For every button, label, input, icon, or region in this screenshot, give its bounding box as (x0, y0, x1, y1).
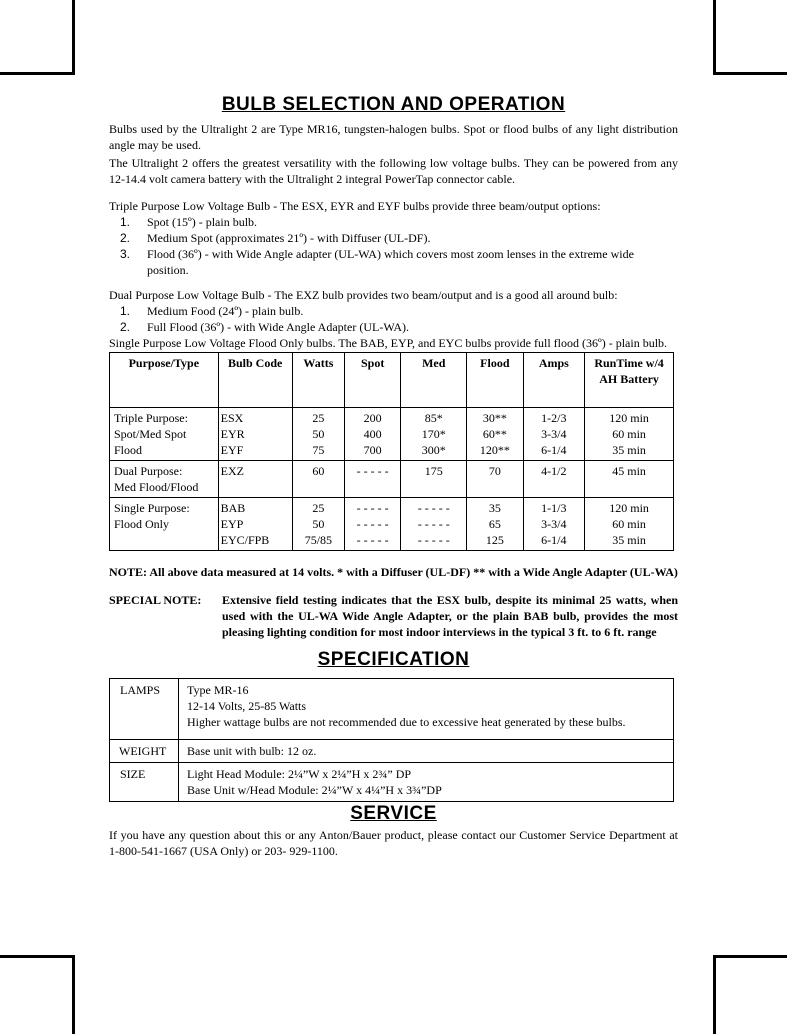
watts-cell: 60 (292, 461, 344, 498)
purpose-cell: Single Purpose: Flood Only (110, 498, 219, 551)
med-cell: - - - - - - - - - - - - - - - (401, 498, 467, 551)
spot-cell: - - - - - - - - - - - - - - - (344, 498, 400, 551)
amps-cell: 1-1/3 3-3/4 6-1/4 (523, 498, 585, 551)
document-page (109, 93, 678, 859)
amps-cell: 4-1/2 (523, 461, 585, 498)
single-purpose-text: Single Purpose Low Voltage Flood Only bulbs. The BAB, EYP, and EYC bulbs provide full flood (36º) - plain bulb. (109, 336, 668, 350)
watts-cell: 25 50 75/85 (292, 498, 344, 551)
column-header: Flood (467, 353, 523, 408)
triple-purpose-options (109, 214, 678, 278)
triple-purpose-heading: Triple Purpose Low Voltage Bulb - The ESX, EYR and EYF bulbs provide three beam/output options: (109, 199, 601, 213)
list-item: 1. Spot (15º) - plain bulb. (120, 215, 258, 229)
spec-label: SIZE (110, 763, 179, 802)
table-row (110, 498, 674, 551)
intro-paragraph-2: The Ultralight 2 offers the greatest versatility with the following low voltage bulbs. They can be powered from any 12-14.4 volt camera battery with the Ultralight 2 integral PowerTap connector cable. (109, 156, 678, 186)
column-header: Spot (344, 353, 400, 408)
list-item: 3. Flood (36º) - with Wide Angle adapter (UL-WA) which covers most zoom lenses in the extreme wide position. (120, 247, 634, 277)
spec-label: LAMPS (110, 679, 179, 740)
crop-mark-top-left (0, 0, 75, 75)
service-title: SERVICE (350, 803, 437, 824)
runtime-cell: 120 min 60 min 35 min (585, 498, 674, 551)
spec-label: WEIGHT (110, 740, 179, 763)
med-cell: 175 (401, 461, 467, 498)
list-item: 2. Medium Spot (approximates 21º) - with Diffuser (UL-DF). (120, 231, 431, 245)
table-header-row (110, 353, 674, 408)
flood-cell: 30** 60** 120** (467, 408, 523, 461)
column-header: RunTime w/4 AH Battery (585, 353, 674, 408)
crop-mark-bottom-right (713, 955, 787, 1034)
spec-value: Type MR-16 12-14 Volts, 25-85 Watts Higher wattage bulbs are not recommended due to excessive heat generated by these bulbs. (179, 679, 674, 740)
column-header: Purpose/Type (110, 353, 219, 408)
amps-cell: 1-2/3 3-3/4 6-1/4 (523, 408, 585, 461)
column-header: Bulb Code (218, 353, 292, 408)
bulb-code-cell: BAB EYP EYC/FPB (218, 498, 292, 551)
bulb-section-title: BULB SELECTION AND OPERATION (221, 94, 566, 115)
spot-cell: - - - - - (344, 461, 400, 498)
specification-table (109, 678, 674, 802)
spec-value: Light Head Module: 2¼”W x 2¼”H x 2¾” DP Base Unit w/Head Module: 2¼”W x 4¼”H x 3¾”DP (179, 763, 674, 802)
table-row (110, 763, 674, 802)
service-text: If you have any question about this or any Anton/Bauer product, please contact our Customer Service Department at 1-800-541-1667 (USA Only) or 203- 929-1100. (109, 828, 678, 858)
bulb-code-cell: EXZ (218, 461, 292, 498)
crop-mark-bottom-left (0, 955, 75, 1034)
column-header: Amps (523, 353, 585, 408)
runtime-cell: 120 min 60 min 35 min (585, 408, 674, 461)
dual-purpose-heading: Dual Purpose Low Voltage Bulb - The EXZ bulb provides two beam/output and is a good all around bulb: (109, 288, 618, 302)
table-row (110, 740, 674, 763)
special-note-text: Extensive field testing indicates that the ESX bulb, despite its minimal 25 watts, when used with the UL-WA Wide Angle Adapter, or the plain BAB bulb, provides the most pleasing lighting condition for most indoor interviews in the typical 3 ft. to 6 ft. range (222, 593, 678, 639)
special-note (109, 592, 678, 640)
crop-mark-top-right (713, 0, 787, 75)
list-item: 1. Medium Food (24º) - plain bulb. (120, 304, 304, 318)
table-row (110, 461, 674, 498)
purpose-cell: Dual Purpose: Med Flood/Flood (110, 461, 219, 498)
special-note-label: SPECIAL NOTE: (109, 593, 202, 607)
flood-cell: 70 (467, 461, 523, 498)
watts-cell: 25 50 75 (292, 408, 344, 461)
column-header: Med (401, 353, 467, 408)
table-row (110, 679, 674, 740)
specification-title: SPECIFICATION (317, 649, 470, 670)
bulb-table (109, 352, 674, 551)
purpose-cell: Triple Purpose: Spot/Med Spot Flood (110, 408, 219, 461)
med-cell: 85* 170* 300* (401, 408, 467, 461)
dual-purpose-options (109, 303, 678, 335)
spot-cell: 200 400 700 (344, 408, 400, 461)
intro-paragraph-1: Bulbs used by the Ultralight 2 are Type MR16, tungsten-halogen bulbs. Spot or flood bulbs of any light distribution angle may be used. (109, 122, 678, 152)
column-header: Watts (292, 353, 344, 408)
spec-value: Base unit with bulb: 12 oz. (179, 740, 674, 763)
list-item: 2. Full Flood (36º) - with Wide Angle Adapter (UL-WA). (120, 320, 409, 334)
bulb-code-cell: ESX EYR EYF (218, 408, 292, 461)
flood-cell: 35 65 125 (467, 498, 523, 551)
table-note: NOTE: All above data measured at 14 volts. * with a Diffuser (UL-DF) ** with a Wide Angle Adapter (UL-WA) (109, 565, 678, 579)
runtime-cell: 45 min (585, 461, 674, 498)
table-row (110, 408, 674, 461)
